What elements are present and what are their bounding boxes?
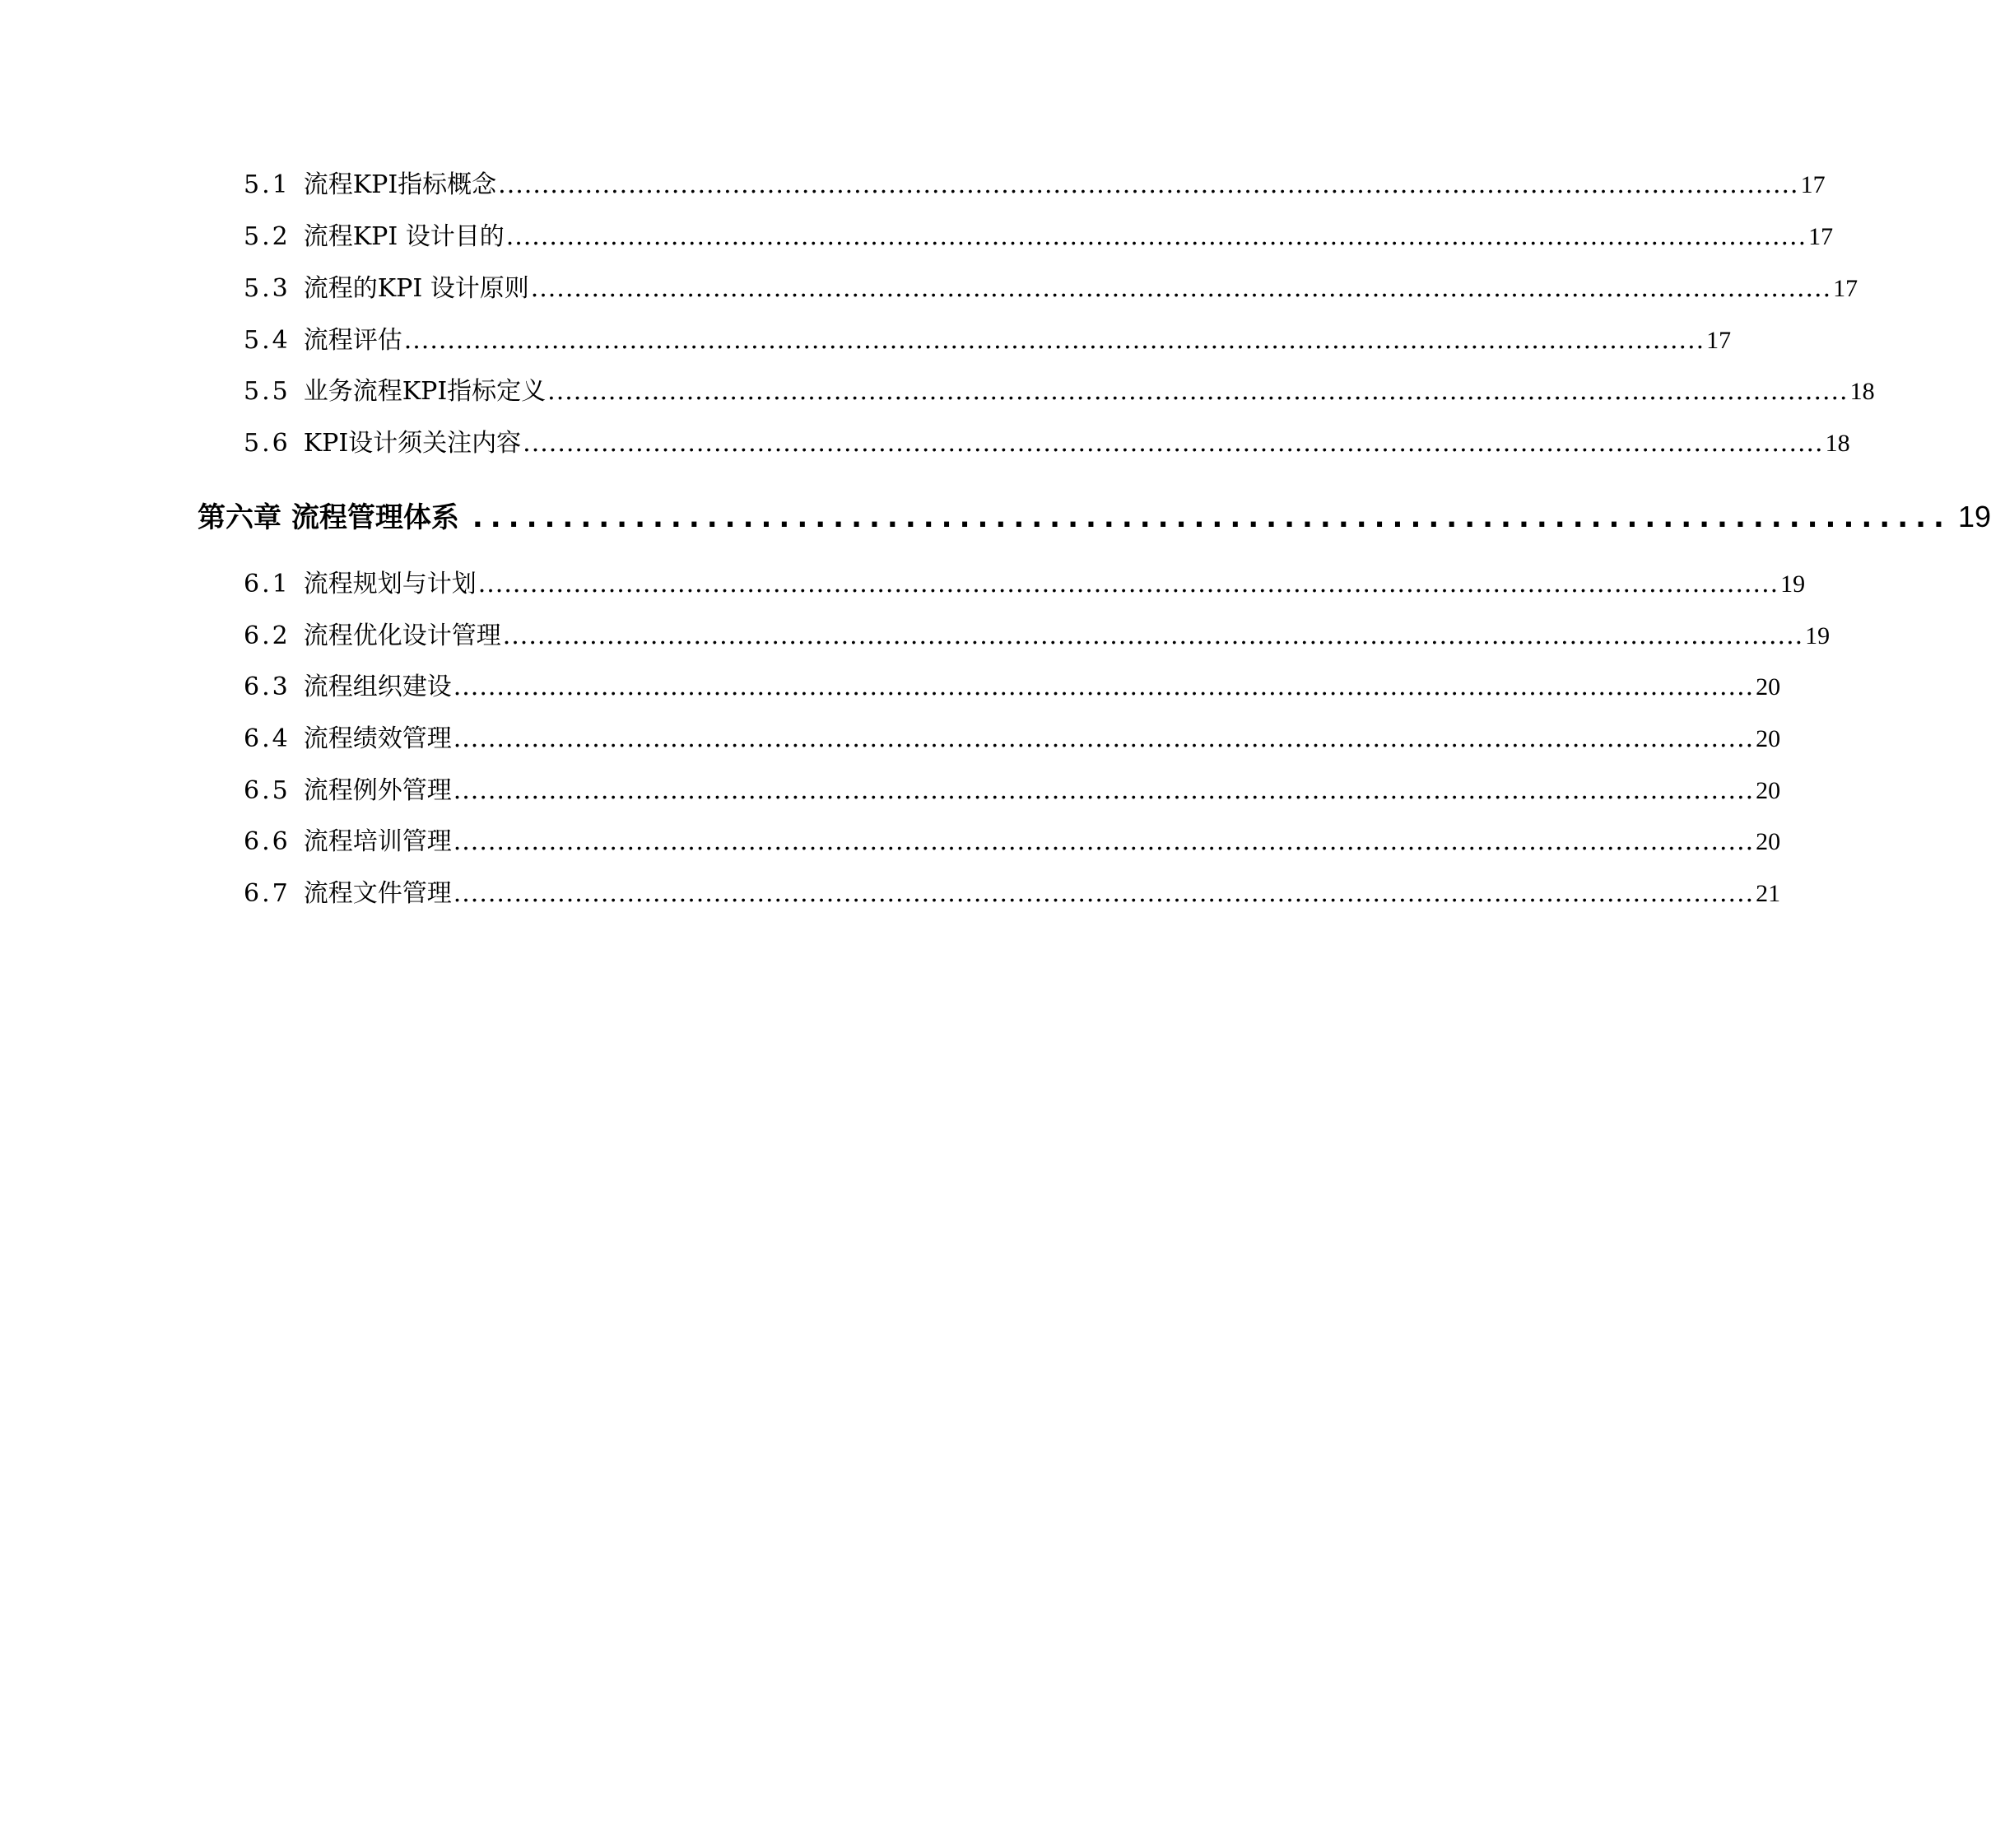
dot-leader: ...................................................................................................................................................... — [523, 429, 1824, 458]
toc-entry-page: 17 — [1833, 275, 1858, 302]
toc-entry-title: 流程组织建设 — [303, 673, 452, 701]
dot-leader: ...................................................................................................................................................... — [498, 170, 1799, 199]
toc-entry-page: 20 — [1756, 725, 1781, 752]
toc-entry-number: 6.1 — [244, 570, 291, 598]
toc-entry-page: 18 — [1849, 378, 1875, 405]
dot-leader: ...................................................................................................................................................... — [547, 377, 1849, 406]
toc-entry-number: 5.6 — [244, 429, 291, 458]
toc-entry-number: 6.2 — [244, 621, 291, 650]
dot-leader: ...................................................................................................................................................... — [530, 274, 1832, 303]
toc-entry-title: 流程评估 — [303, 326, 402, 355]
toc-entry-5-1[interactable] — [244, 169, 1826, 202]
toc-chapter-page: 19 — [1957, 500, 1991, 533]
toc-entry-number: 6.4 — [244, 724, 291, 753]
toc-entry-number: 5.1 — [244, 170, 291, 199]
toc-entry-number: 6.7 — [244, 879, 291, 908]
toc-entry-5-2[interactable] — [244, 221, 1834, 254]
dot-leader: ...................................................................................................................................................... — [453, 879, 1755, 908]
toc-entry-title: 流程培训管理 — [303, 827, 452, 856]
dot-leader: ...................................................................................................................................................... — [453, 673, 1755, 701]
toc-entry-title: KPI设计须关注内容 — [303, 429, 522, 458]
toc-entry-5-6[interactable] — [244, 427, 1850, 460]
toc-entry-6-4[interactable] — [244, 723, 1781, 756]
toc-entry-title: 流程KPI指标概念 — [303, 170, 497, 199]
toc-entry-6-5[interactable] — [244, 775, 1781, 808]
toc-entry-number: 5.2 — [244, 222, 291, 251]
toc-entry-page: 17 — [1808, 223, 1834, 250]
toc-entry-number: 6.3 — [244, 673, 291, 701]
toc-entry-page: 20 — [1756, 828, 1781, 855]
toc-entry-title: 业务流程KPI指标定义 — [303, 377, 547, 406]
dot-leader: ...................................................................................................................................................... — [505, 222, 1807, 251]
toc-chapter-title: 第六章 流程管理体系 — [198, 501, 459, 534]
toc-entry-title: 流程文件管理 — [303, 879, 452, 908]
dot-leader: ...................................................................................................................................................... — [502, 621, 1804, 650]
toc-entry-5-4[interactable] — [244, 324, 1732, 357]
toc-entry-number: 6.6 — [244, 827, 291, 856]
toc-entry-page: 19 — [1780, 570, 1806, 598]
toc-entry-6-7[interactable] — [244, 877, 1781, 910]
dot-leader: ...................................................................................................................................................... — [403, 326, 1705, 355]
toc-entry-title: 流程优化设计管理 — [303, 621, 501, 650]
toc-entry-5-5[interactable] — [244, 375, 1875, 408]
toc-entry-number: 5.4 — [244, 326, 291, 355]
toc-entry-page: 17 — [1706, 327, 1732, 354]
dot-leader: ...................................................................................................................................................... — [453, 724, 1755, 753]
toc-entry-title: 流程规划与计划 — [303, 570, 477, 598]
toc-chapter-6[interactable] — [198, 498, 1991, 537]
dot-leader: ...................................................................................................................................................... — [477, 570, 1779, 598]
toc-entry-page: 18 — [1825, 430, 1850, 457]
dot-leader: .................................................................................. — [472, 501, 1951, 534]
toc-entry-number: 5.3 — [244, 274, 291, 303]
toc-entry-6-6[interactable] — [244, 826, 1781, 859]
toc-entry-page: 17 — [1800, 171, 1826, 198]
dot-leader: ...................................................................................................................................................... — [453, 827, 1755, 856]
toc-entry-page: 21 — [1756, 880, 1781, 907]
toc-entry-title: 流程绩效管理 — [303, 724, 452, 753]
toc-entry-5-3[interactable] — [244, 272, 1858, 305]
toc-entry-page: 20 — [1756, 673, 1781, 701]
toc-entry-number: 5.5 — [244, 377, 291, 406]
toc-entry-page: 19 — [1805, 622, 1831, 649]
dot-leader: ...................................................................................................................................................... — [453, 776, 1755, 805]
toc-entry-title: 流程例外管理 — [303, 776, 452, 805]
toc-entry-6-3[interactable] — [244, 671, 1781, 704]
toc-entry-title: 流程的KPI 设计原则 — [303, 274, 529, 303]
toc-entry-title: 流程KPI 设计目的 — [303, 222, 505, 251]
toc-entry-6-2[interactable] — [244, 620, 1831, 653]
toc-entry-6-1[interactable] — [244, 568, 1806, 601]
toc-entry-number: 6.5 — [244, 776, 291, 805]
toc-entry-page: 20 — [1756, 777, 1781, 804]
